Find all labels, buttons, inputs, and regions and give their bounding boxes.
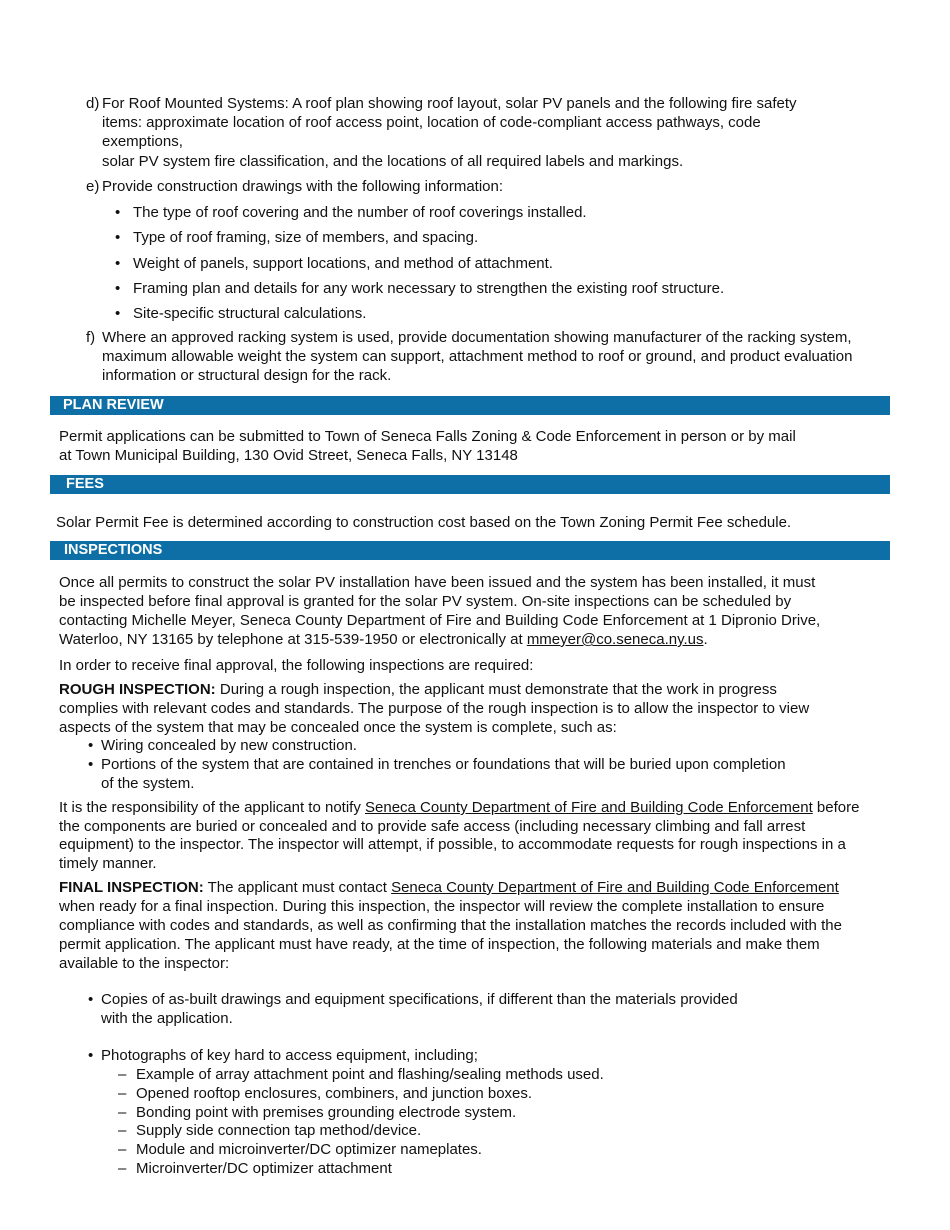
- plan-review-line: at Town Municipal Building, 130 Ovid Street, Seneca Falls, NY 13148: [59, 447, 518, 464]
- responsibility-line: the components are buried or concealed and to provide safe access (including necessary climbing and fall arrest: [59, 818, 806, 835]
- list-item-text: Photographs of key hard to access equipment, including;: [101, 1047, 478, 1064]
- list-item-text: Copies of as-built drawings and equipment specifications, if different than the materials provided: [101, 991, 738, 1008]
- final-inspection-line: [59, 879, 839, 898]
- list-item-text: Type of roof framing, size of members, and spacing.: [133, 229, 479, 246]
- bullet-glyph: •: [115, 280, 121, 297]
- final-inspection-line: when ready for a final inspection. During this inspection, the inspector will review the complete installation to ensure: [59, 898, 825, 915]
- list-item-text: with the application.: [101, 1010, 233, 1027]
- item-d-label: d): [86, 95, 100, 112]
- final-inspection-text: The applicant must contact: [203, 879, 392, 896]
- list-item-text: Wiring concealed by new construction.: [101, 737, 357, 754]
- bullet-glyph: •: [88, 991, 94, 1008]
- seneca-county-link[interactable]: Seneca County Department of Fire and Building Code Enforcement: [391, 879, 839, 896]
- item-f-line: Where an approved racking system is used, provide documentation showing manufacturer of the racking system,: [102, 329, 852, 346]
- dash-glyph: –: [118, 1104, 127, 1121]
- item-d-line: For Roof Mounted Systems: A roof plan showing roof layout, solar PV panels and the following fire safety: [102, 95, 797, 112]
- bullet-glyph: •: [88, 737, 94, 754]
- dash-glyph: –: [118, 1160, 127, 1177]
- item-e-text: Provide construction drawings with the following information:: [102, 178, 504, 195]
- rough-inspection-label: ROUGH INSPECTION:: [59, 681, 216, 698]
- sub-list-item-text: Example of array attachment point and flashing/sealing methods used.: [136, 1066, 604, 1083]
- responsibility-line: equipment) to the inspector. The inspector will attempt, if possible, to accommodate requests for rough inspections in a: [59, 836, 846, 853]
- intro-text: Waterloo, NY 13165 by telephone at 315-539-1950 or electronically at: [59, 631, 527, 648]
- dash-glyph: –: [118, 1122, 127, 1139]
- item-f-line: information or structural design for the rack.: [102, 367, 392, 384]
- sub-list-item-text: Module and microinverter/DC optimizer nameplates.: [136, 1141, 482, 1158]
- plan-review-line: Permit applications can be submitted to Town of Seneca Falls Zoning & Code Enforcement in person or by mail: [59, 428, 796, 445]
- item-d-line: items: approximate location of roof access point, location of code-compliant access pathways, code: [102, 114, 761, 131]
- intro-text: .: [703, 631, 708, 648]
- dash-glyph: –: [118, 1085, 127, 1102]
- section-heading-text: INSPECTIONS: [64, 542, 163, 558]
- responsibility-line: timely manner.: [59, 855, 157, 872]
- bullet-glyph: •: [115, 229, 121, 246]
- section-heading-plan-review: [50, 396, 890, 415]
- list-item-text: Site-specific structural calculations.: [133, 305, 367, 322]
- bullet-glyph: •: [115, 255, 121, 272]
- list-item-text: Portions of the system that are contained in trenches or foundations that will be buried upon completion: [101, 756, 786, 773]
- inspections-intro-line: [59, 631, 708, 650]
- required-inspections-text: In order to receive final approval, the following inspections are required:: [59, 657, 534, 674]
- inspections-intro-line: contacting Michelle Meyer, Seneca County Department of Fire and Building Code Enforcement at 1 Dipronio Drive,: [59, 612, 821, 629]
- bullet-glyph: •: [88, 756, 94, 773]
- responsibility-line: [59, 799, 859, 818]
- responsibility-text: It is the responsibility of the applicant to notify: [59, 799, 365, 816]
- fees-text: Solar Permit Fee is determined according to construction cost based on the Town Zoning Permit Fee schedule.: [56, 514, 792, 531]
- item-e-label: e): [86, 178, 100, 195]
- list-item-text: Framing plan and details for any work necessary to strengthen the existing roof structure.: [133, 280, 725, 297]
- bullet-glyph: •: [115, 305, 121, 322]
- item-f-line: maximum allowable weight the system can support, attachment method to roof or ground, and product evaluation: [102, 348, 853, 365]
- sub-list-item-text: Supply side connection tap method/device.: [136, 1122, 422, 1139]
- rough-inspection-text: During a rough inspection, the applicant must demonstrate that the work in progress: [215, 681, 777, 698]
- section-heading-fees: [50, 475, 890, 494]
- final-inspection-line: permit application. The applicant must have ready, at the time of inspection, the following materials and make them: [59, 936, 820, 953]
- final-inspection-line: available to the inspector:: [59, 955, 230, 972]
- sub-list-item-text: Bonding point with premises grounding electrode system.: [136, 1104, 517, 1121]
- item-d-line: exemptions,: [102, 133, 183, 150]
- bullet-glyph: •: [88, 1047, 94, 1064]
- section-heading-text: PLAN REVIEW: [63, 397, 164, 413]
- sub-list-item-text: Opened rooftop enclosures, combiners, and junction boxes.: [136, 1085, 533, 1102]
- seneca-county-link[interactable]: Seneca County Department of Fire and Building Code Enforcement: [365, 799, 813, 816]
- rough-inspection-line: [59, 681, 777, 700]
- section-heading-inspections: [50, 541, 890, 560]
- sub-list-item-text: Microinverter/DC optimizer attachment: [136, 1160, 392, 1177]
- final-inspection-label: FINAL INSPECTION:: [59, 879, 204, 896]
- rough-inspection-line: aspects of the system that may be concealed once the system is complete, such as:: [59, 719, 617, 736]
- section-heading-text: FEES: [66, 476, 104, 492]
- rough-inspection-line: complies with relevant codes and standards. The purpose of the rough inspection is to allow the inspector to view: [59, 700, 810, 717]
- final-inspection-line: compliance with codes and standards, as well as confirming that the installation matches the records included with the: [59, 917, 842, 934]
- inspections-intro-line: Once all permits to construct the solar PV installation have been issued and the system has been installed, it must: [59, 574, 816, 591]
- bullet-glyph: •: [115, 204, 121, 221]
- dash-glyph: –: [118, 1141, 127, 1158]
- inspections-intro-line: be inspected before final approval is granted for the solar PV system. On-site inspections can be scheduled by: [59, 593, 792, 610]
- item-f-label: f): [86, 329, 96, 346]
- list-item-text: The type of roof covering and the number of roof coverings installed.: [133, 204, 587, 221]
- dash-glyph: –: [118, 1066, 127, 1083]
- item-d-line: solar PV system fire classification, and the locations of all required labels and markings.: [102, 153, 684, 170]
- list-item-text: Weight of panels, support locations, and method of attachment.: [133, 255, 553, 272]
- responsibility-text: before: [812, 799, 860, 816]
- list-item-text: of the system.: [101, 775, 195, 792]
- email-link[interactable]: mmeyer@co.seneca.ny.us: [526, 631, 704, 648]
